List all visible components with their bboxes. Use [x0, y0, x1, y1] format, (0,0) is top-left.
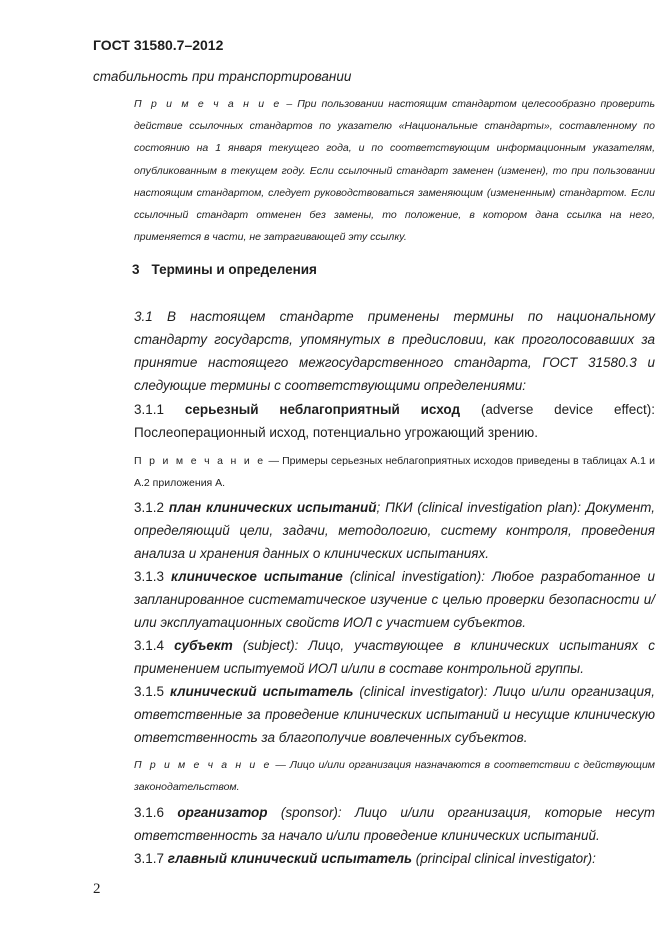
term-name: организатор — [177, 805, 268, 820]
term-name: главный клинический испытатель — [167, 851, 413, 866]
term-name: клинический испытатель — [169, 684, 354, 699]
paragraph-3-1: 3.1 В настоящем стандарте применены термины по национальному стандарту государств, упомянутых в предисловии, как проголосовавших за принятие настоящего межгосударственного стандарта, ГОСТ 31580.3 и следующие термины с соответствующими определениями: — [134, 309, 655, 393]
term-number: 3.1.4 — [134, 638, 175, 653]
note-text: – При пользовании настоящим стандартом целесообразно проверить действие ссылочных стандартов по указателю «Национальные стандарты», составленному по состоянию на 1 января текущего года, и по соответствующим информационным указателям, опубликованным в текущем году. Если ссылочный стандарт заменен (изменен), то при пользовании настоящим стандартом, следует руководствоваться заменяющим (измененным) стандартом. Если ссылочный стандарт отменен без замены, то положение, в котором дана ссылка на него, применяется в части, не затрагивающей эту ссылку. — [134, 98, 655, 244]
term-number: 3.1.6 — [134, 805, 178, 820]
term-number: 3.1.3 — [134, 569, 171, 584]
term-number: 3.1.2 — [134, 500, 169, 515]
term-number: 3.1.7 — [134, 851, 168, 866]
section-number: 3 — [132, 262, 140, 277]
note-text: — Примеры серьезных неблагоприятных исходов приведены в таблицах А.1 и А.2 приложения А. — [134, 455, 655, 490]
term-definition: (adverse device effect): Послеоперационный исход, потенциально угрожающий зрению. — [134, 402, 655, 440]
note-reference-standards — [93, 93, 655, 248]
term-3-1-1 — [93, 398, 655, 444]
term-3-1-6 — [93, 801, 655, 847]
note-text: — Лицо и/или организация назначаются в соответствии с действующим законодательством. — [134, 759, 655, 794]
term-name: клиническое испытание — [171, 569, 343, 584]
note-label: П р и м е ч а н и е — [134, 759, 272, 771]
term-number: 3.1.5 — [134, 684, 170, 699]
term-3-1-2 — [93, 496, 655, 565]
term-number: 3.1.1 — [134, 402, 185, 417]
term-definition: (subject): Лицо, участвующее в клинических испытаниях с применением испытуемой ИОЛ и/или в составе контрольной группы. — [134, 638, 656, 676]
term-definition: (clinical investigator): Лицо и/или организация, ответственные за проведение клинических испытаний и несущие клиническую ответственность за благополучие вовлеченных субъектов. — [134, 684, 655, 745]
term-definition: ; ПКИ (clinical investigation plan): Документ, определяющий цели, задачи, методологию, систему контроля, проведения анализа и хранения данных о клинических испытаниях. — [134, 500, 656, 561]
term-name: план клинических испытаний — [168, 500, 377, 515]
term-name: серьезный неблагоприятный исход — [184, 402, 461, 417]
note-serious-effects — [93, 450, 655, 494]
term-3-1-7 — [93, 847, 655, 870]
page-number: 2 — [93, 881, 101, 897]
section-title: Термины и определения — [151, 262, 317, 277]
continued-text: стабильность при транспортировании — [93, 69, 352, 84]
term-name: субъект — [174, 638, 233, 653]
standard-header: ГОСТ 31580.7–2012 — [93, 37, 224, 53]
term-3-1-3 — [93, 565, 655, 634]
note-label: П р и м е ч а н и е — [134, 455, 266, 467]
term-definition: (clinical investigation): Любое разработанное и запланированное систематическое изучение с целью проверки безопасности и/или эксплуатационных свойств ИОЛ с участием субъектов. — [134, 569, 656, 630]
term-definition: (principal clinical investigator): — [412, 851, 596, 866]
note-label: П р и м е ч а н и е — [134, 98, 282, 110]
term-3-1-4 — [93, 634, 655, 680]
term-definition: (sponsor): Лицо и/или организация, которые несут ответственность за начало и/или проведение клинических испытаний. — [134, 805, 655, 843]
note-investigator — [93, 754, 655, 798]
term-3-1-5 — [93, 680, 655, 749]
section-heading — [132, 262, 317, 277]
